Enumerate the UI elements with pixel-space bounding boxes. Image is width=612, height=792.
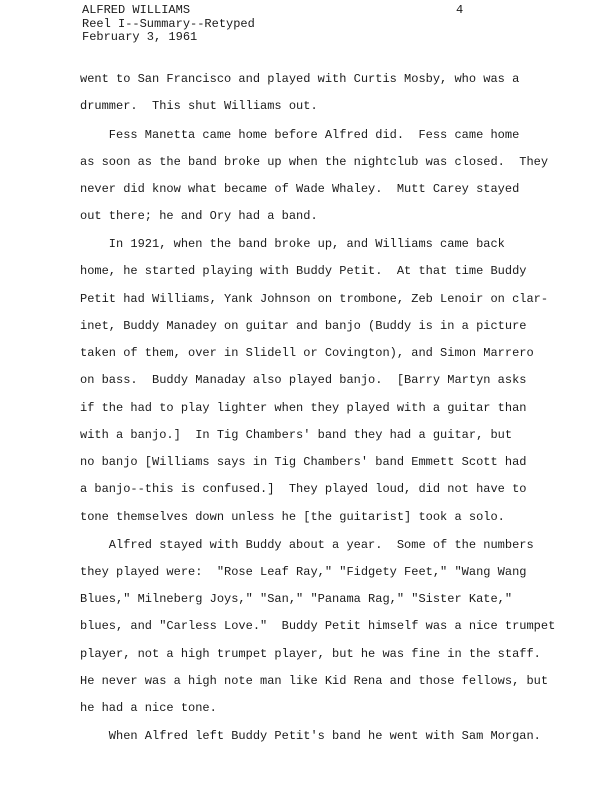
- text-line: He never was a high note man like Kid Rena and those fellows, but: [80, 674, 549, 688]
- header-reel: Reel I--Summary--Retyped: [82, 16, 255, 31]
- text-line: with a banjo.] In Tig Chambers' band they had a guitar, but: [80, 428, 513, 442]
- text-line: out there; he and Ory had a band.: [80, 209, 318, 223]
- text-line: taken of them, over in Slidell or Covington), and Simon Marrero: [80, 346, 534, 360]
- text-line: Petit had Williams, Yank Johnson on trombone, Zeb Lenoir on clar-: [80, 292, 549, 306]
- text-line: they played were: "Rose Leaf Ray," "Fidgety Feet," "Wang Wang: [80, 565, 527, 579]
- text-line: inet, Buddy Manadey on guitar and banjo (Buddy is in a picture: [80, 319, 527, 333]
- header-date: February 3, 1961: [82, 30, 198, 44]
- text-line: Blues," Milneberg Joys," "San," "Panama Rag," "Sister Kate,": [80, 592, 513, 606]
- text-line: as soon as the band broke up when the nightclub was closed. They: [80, 155, 549, 169]
- text-line: player, not a high trumpet player, but he was fine in the staff.: [80, 647, 541, 661]
- text-line: In 1921, when the band broke up, and Williams came back: [80, 237, 505, 251]
- text-line: home, he started playing with Buddy Petit. At that time Buddy: [80, 264, 527, 278]
- text-line: blues, and "Carless Love." Buddy Petit himself was a nice trumpet: [80, 619, 556, 633]
- text-line: Fess Manetta came home before Alfred did. Fess came home: [80, 128, 520, 142]
- text-line: went to San Francisco and played with Curtis Mosby, who was a: [80, 72, 520, 86]
- text-line: if the had to play lighter when they played with a guitar than: [80, 401, 527, 415]
- header-name: ALFRED WILLIAMS: [82, 3, 191, 17]
- page-header: [82, 4, 255, 45]
- text-line: no banjo [Williams says in Tig Chambers' band Emmett Scott had: [80, 455, 527, 469]
- text-line: tone themselves down unless he [the guitarist] took a solo.: [80, 510, 505, 524]
- text-line: he had a nice tone.: [80, 701, 217, 715]
- text-line: When Alfred left Buddy Petit's band he went with Sam Morgan.: [80, 729, 541, 743]
- text-line: drummer. This shut Williams out.: [80, 99, 318, 113]
- text-line: never did know what became of Wade Whaley. Mutt Carey stayed: [80, 182, 520, 196]
- text-line: Alfred stayed with Buddy about a year. Some of the numbers: [80, 538, 534, 552]
- text-line: a banjo--this is confused.] They played loud, did not have to: [80, 482, 527, 496]
- page-number: 4: [456, 3, 464, 17]
- text-line: on bass. Buddy Manaday also played banjo. [Barry Martyn asks: [80, 373, 527, 387]
